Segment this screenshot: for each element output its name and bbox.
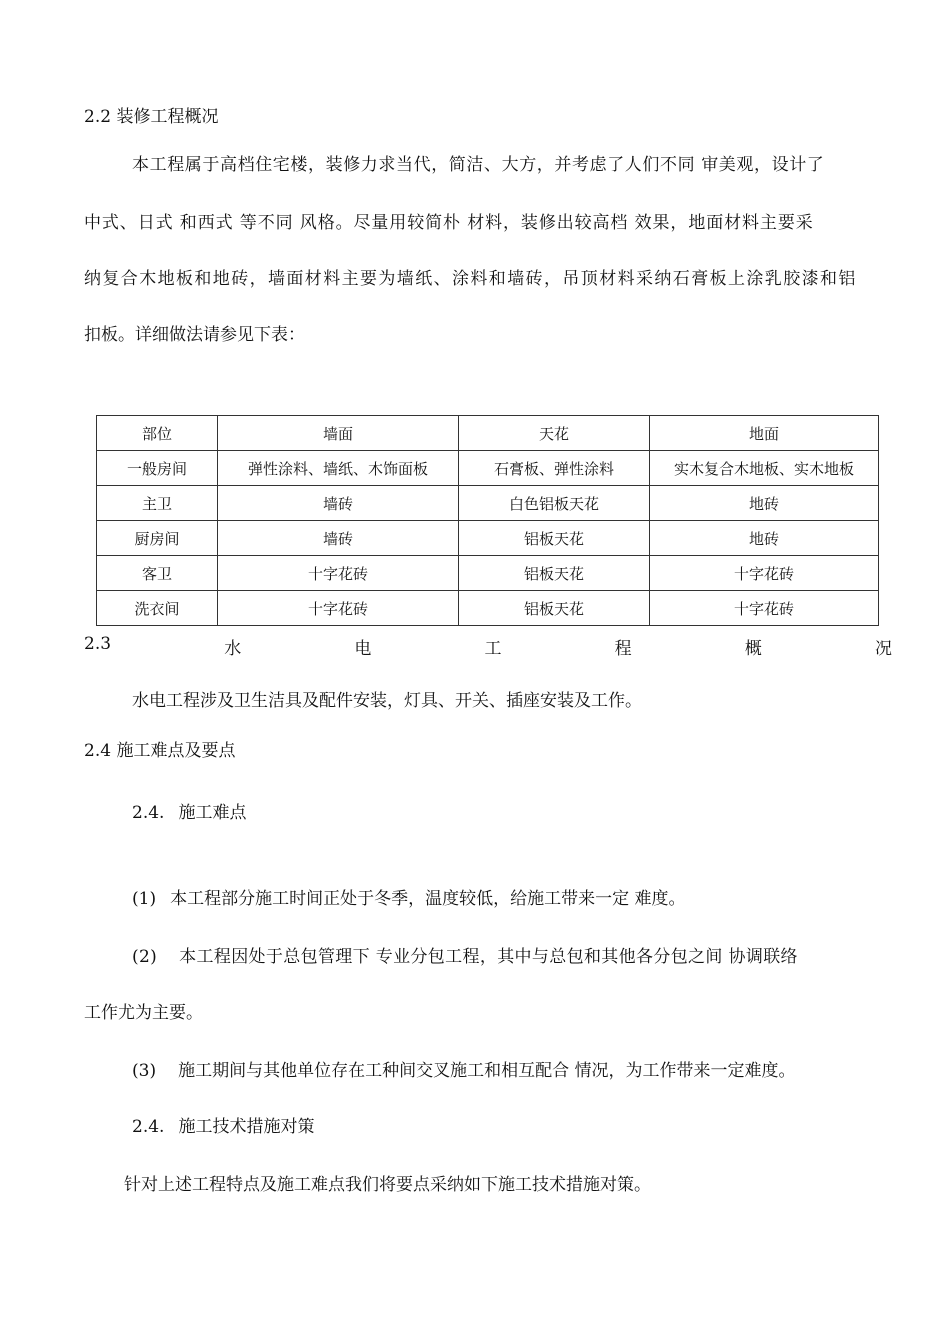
list-item-continuation: 工作尤为主要。 <box>84 1003 203 1023</box>
table-cell: 一般房间 <box>97 451 218 486</box>
table-row <box>97 486 879 521</box>
table-header-cell: 墙面 <box>218 416 459 451</box>
heading-part: 况 <box>874 639 892 659</box>
closing-sentence: 针对上述工程特点及施工难点我们将要点采纳如下施工技术措施对策。 <box>124 1175 651 1195</box>
section-2-3-body: 水电工程涉及卫生洁具及配件安装，灯具、开关、插座安装及工作。 <box>132 691 642 711</box>
table-header-cell: 部位 <box>97 416 218 451</box>
subsection-title: 施工难点 <box>178 803 247 823</box>
section-2-2-heading: 2.2 装修工程概况 <box>84 107 219 127</box>
heading-part: 概 <box>744 639 762 659</box>
table-cell: 墙砖 <box>218 521 459 556</box>
table-header-cell: 地面 <box>650 416 879 451</box>
paragraph-line: 本工程属于高档住宅楼，装修力求当代，简洁、大方，并考虑了人们不同 审美观，设计了 <box>132 155 825 175</box>
table-cell: 客卫 <box>97 556 218 591</box>
heading-part: 程 <box>614 639 632 659</box>
list-item-text: 本工程因处于总包管理下 专业分包工程，其中与总包和其他各分包之间 协调联络 <box>179 947 798 967</box>
subsection-number: 2.4. <box>132 803 165 823</box>
table-cell: 地砖 <box>650 521 879 556</box>
materials-table <box>96 415 879 626</box>
table-cell: 主卫 <box>97 486 218 521</box>
table-cell: 白色铝板天花 <box>459 486 650 521</box>
heading-part: 水 <box>224 639 242 659</box>
list-item <box>132 888 686 910</box>
table-cell: 地砖 <box>650 486 879 521</box>
section-2-3-heading <box>84 634 892 659</box>
paragraph-line: 纳复合木地板和地砖，墙面材料主要为墙纸、涂料和墙砖，吊顶材料采纳石膏板上涂乳胶漆和铝 <box>84 269 857 289</box>
subsection-title: 施工技术措施对策 <box>178 1117 315 1137</box>
subsection-measures <box>132 1116 314 1138</box>
table-cell: 铝板天花 <box>459 591 650 626</box>
heading-part: 2.3 <box>84 634 112 654</box>
list-item-number: (1) <box>132 889 157 909</box>
paragraph-line: 扣板。详细做法请参见下表： <box>84 325 305 345</box>
table-cell: 墙砖 <box>218 486 459 521</box>
table-cell: 十字花砖 <box>650 591 879 626</box>
table-cell: 铝板天花 <box>459 556 650 591</box>
table-row <box>97 591 879 626</box>
table-header-row <box>97 416 879 451</box>
table-header-cell: 天花 <box>459 416 650 451</box>
table-cell: 十字花砖 <box>650 556 879 591</box>
subsection-number: 2.4. <box>132 1117 165 1137</box>
list-item-number: (2) <box>132 947 158 967</box>
table-cell: 厨房间 <box>97 521 218 556</box>
list-item-text: 施工期间与其他单位存在工种间交叉施工和相互配合 情况，为工作带来一定难度。 <box>178 1061 796 1081</box>
heading-part: 工 <box>484 639 502 659</box>
table-cell: 铝板天花 <box>459 521 650 556</box>
table-cell: 石膏板、弹性涂料 <box>459 451 650 486</box>
heading-part: 电 <box>354 639 372 659</box>
table-row <box>97 556 879 591</box>
table-cell: 十字花砖 <box>218 591 459 626</box>
list-item-number: (3) <box>132 1061 157 1081</box>
subsection-difficulties <box>132 802 246 824</box>
list-item <box>132 1060 796 1082</box>
table-cell: 十字花砖 <box>218 556 459 591</box>
table-row <box>97 451 879 486</box>
list-item <box>132 946 798 968</box>
table-row <box>97 521 879 556</box>
section-2-4-heading: 2.4 施工难点及要点 <box>84 741 236 761</box>
table-cell: 洗衣间 <box>97 591 218 626</box>
table-cell: 实木复合木地板、实木地板 <box>650 451 879 486</box>
list-item-text: 本工程部分施工时间正处于冬季，温度较低，给施工带来一定 难度。 <box>170 889 686 909</box>
paragraph-line: 中式、日式 和西式 等不同 风格。尽量用较简朴 材料，装修出较高档 效果，地面材料主要采 <box>84 213 814 233</box>
table-cell: 弹性涂料、墙纸、木饰面板 <box>218 451 459 486</box>
